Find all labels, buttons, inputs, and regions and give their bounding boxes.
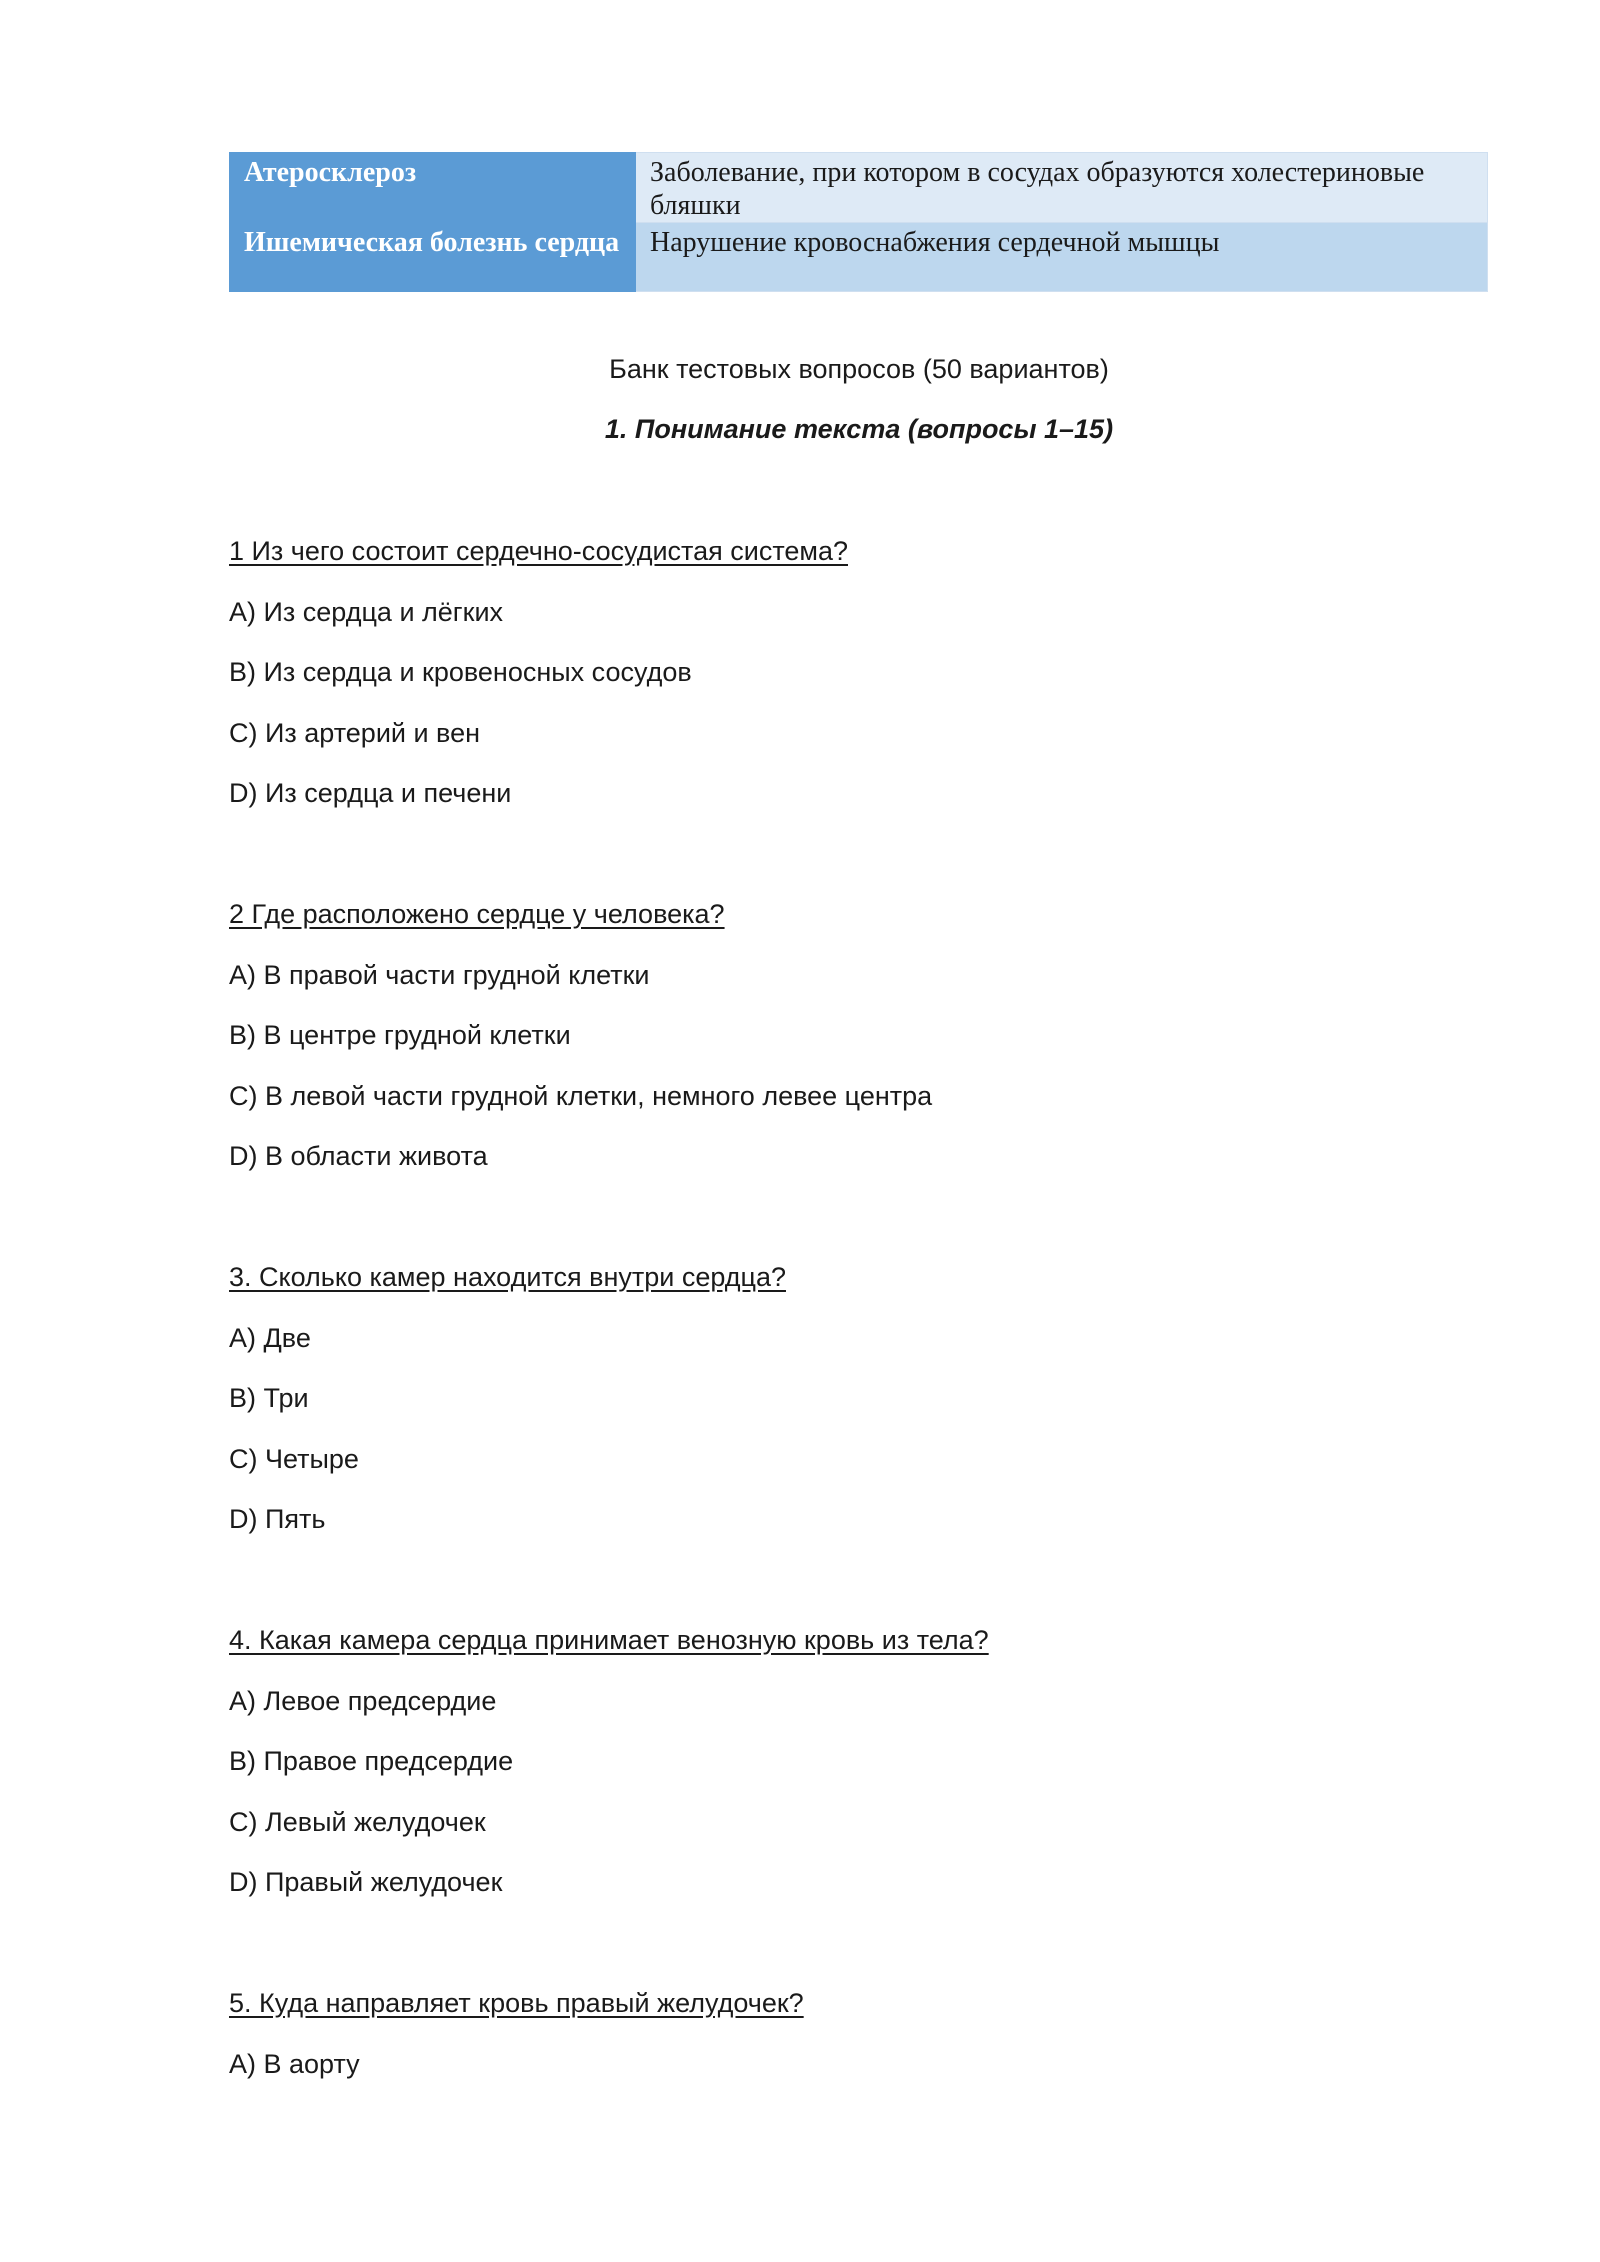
answer-option: D) В области живота [229,1141,488,1171]
answer-option: A) Из сердца и лёгких [229,597,504,627]
glossary-row [230,223,1488,292]
answer-option: A) Левое предсердие [229,1686,497,1716]
glossary-term: Ишемическая болезнь сердца [230,223,636,292]
answer-option: B) Из сердца и кровеносных сосудов [229,657,692,687]
answer-option: A) Две [229,1323,311,1353]
glossary-definition: Заболевание, при котором в сосудах образуются холестериновые бляшки [636,153,1488,223]
glossary-definition: Нарушение кровоснабжения сердечной мышцы [636,223,1488,292]
question-text: 2 Где расположено сердце у человека? [229,899,725,929]
answer-option: B) Три [229,1383,309,1413]
answer-option: D) Правый желудочек [229,1867,503,1897]
question-text: 5. Куда направляет кровь правый желудочек? [229,1988,804,2018]
answer-option: B) Правое предсердие [229,1746,514,1776]
answer-option: D) Пять [229,1504,326,1534]
glossary-row [230,153,1488,223]
section-title: 1. Понимание текста (вопросы 1–15) [604,414,1114,444]
bank-title: Банк тестовых вопросов (50 вариантов) [609,354,1109,384]
answer-option: D) Из сердца и печени [229,778,512,808]
glossary-table [229,152,1488,292]
question-text: 1 Из чего состоит сердечно-сосудистая система? [229,536,848,566]
question-text: 4. Какая камера сердца принимает венозную кровь из тела? [229,1625,989,1655]
answer-option: A) В аорту [229,2049,360,2079]
answer-option: C) Четыре [229,1444,359,1474]
answer-option: C) Левый желудочек [229,1807,486,1837]
answer-option: C) Из артерий и вен [229,718,481,748]
answer-option: B) В центре грудной клетки [229,1020,571,1050]
glossary-term: Атеросклероз [230,153,636,223]
answer-option: C) В левой части грудной клетки, немного левее центра [229,1081,933,1111]
answer-option: A) В правой части грудной клетки [229,960,650,990]
question-text: 3. Сколько камер находится внутри сердца? [229,1262,786,1292]
